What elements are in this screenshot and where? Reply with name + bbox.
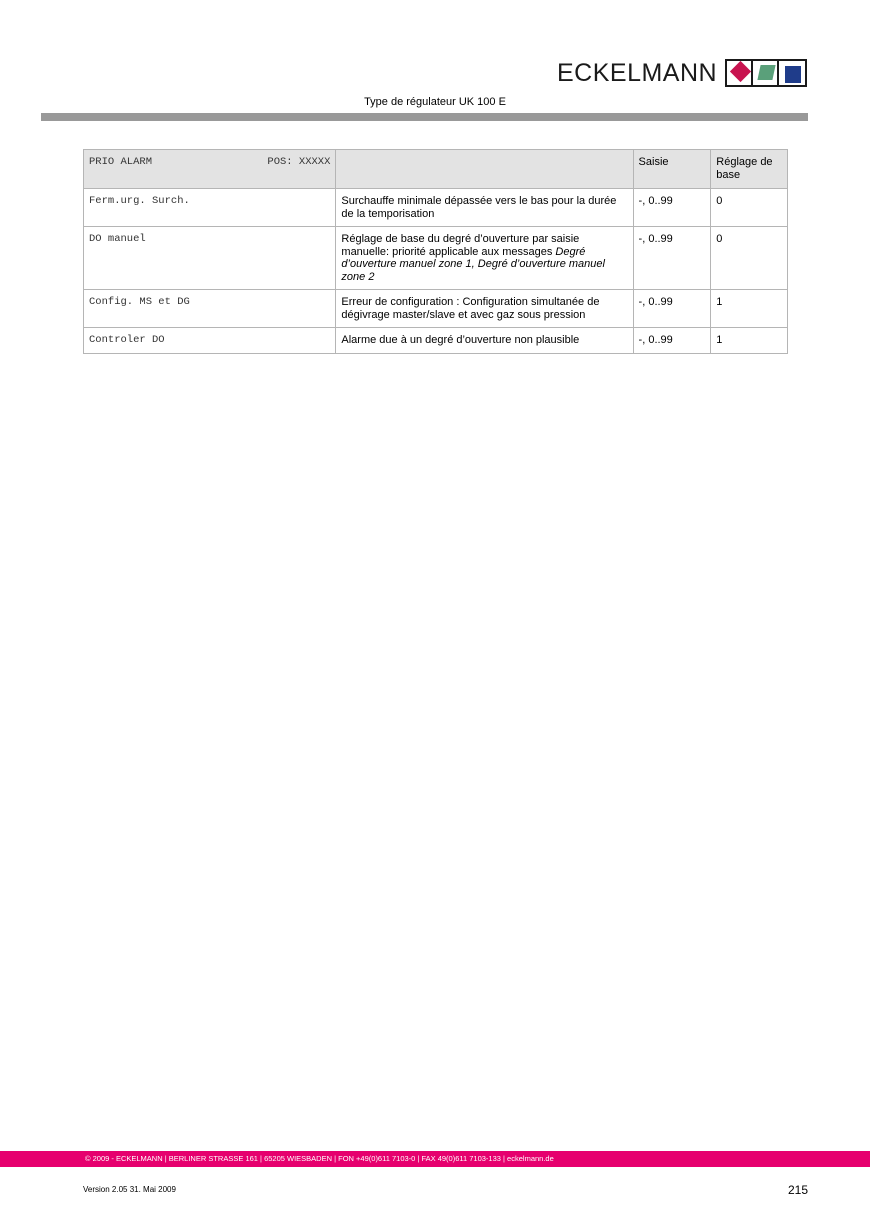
param-name: Ferm.urg. Surch. (84, 189, 336, 227)
param-input-range: -, 0..99 (633, 189, 711, 227)
logo-green-square-icon (757, 65, 775, 80)
header-prio-alarm: PRIO ALARM (89, 156, 153, 168)
table-row (84, 227, 788, 290)
param-description: Réglage de base du degré d’ouverture par saisie manuelle: priorité applicable aux messages Degré d’ouverture manuel zone 1, Degré d’ouverture manuel zone 2 (336, 227, 633, 290)
param-description: Alarme due à un degré d’ouverture non plausible (336, 328, 633, 354)
param-default: 1 (711, 328, 788, 354)
param-default: 0 (711, 227, 788, 290)
param-input-range: -, 0..99 (633, 227, 711, 290)
logo-wordmark: ECKELMANN (557, 58, 718, 87)
table-row (84, 189, 788, 227)
eckelmann-logo (557, 57, 807, 89)
table-row (84, 328, 788, 354)
logo-mark-icon (725, 59, 807, 87)
parameter-table (83, 149, 788, 354)
header-input: Saisie (633, 150, 711, 189)
page-number: 215 (787, 1183, 808, 1197)
param-input-range: -, 0..99 (633, 290, 711, 328)
param-name: Controler DO (84, 328, 336, 354)
param-default: 0 (711, 189, 788, 227)
footer-contact-bar (0, 1151, 870, 1167)
table-header-row (84, 150, 788, 189)
header-default: Réglage de base (711, 150, 788, 189)
param-input-range: -, 0..99 (633, 328, 711, 354)
param-name: DO manuel (84, 227, 336, 290)
param-default: 1 (711, 290, 788, 328)
header-param-cell (84, 150, 336, 189)
header-description (336, 150, 633, 189)
logo-red-square-icon (730, 61, 751, 82)
param-description: Surchauffe minimale dépassée vers le bas pour la durée de la temporisation (336, 189, 633, 227)
document-title: Type de régulateur UK 100 E (364, 96, 506, 108)
logo-blue-square-icon (785, 66, 801, 83)
footer-contact-text: © 2009 - ECKELMANN | BERLINER STRASSE 161 | 65205 WIESBADEN | FON +49(0)611 7103-0 | FAX 49(0)611 7103-133 | eckelmann.de (85, 1154, 554, 1163)
param-name: Config. MS et DG (84, 290, 336, 328)
table-row (84, 290, 788, 328)
header-divider-bar (41, 113, 808, 121)
version-info: Version 2.05 31. Mai 2009 (83, 1185, 176, 1194)
header-pos: POS: XXXXX (267, 156, 331, 168)
param-description: Erreur de configuration : Configuration simultanée de dégivrage master/slave et avec gaz sous pression (336, 290, 633, 328)
